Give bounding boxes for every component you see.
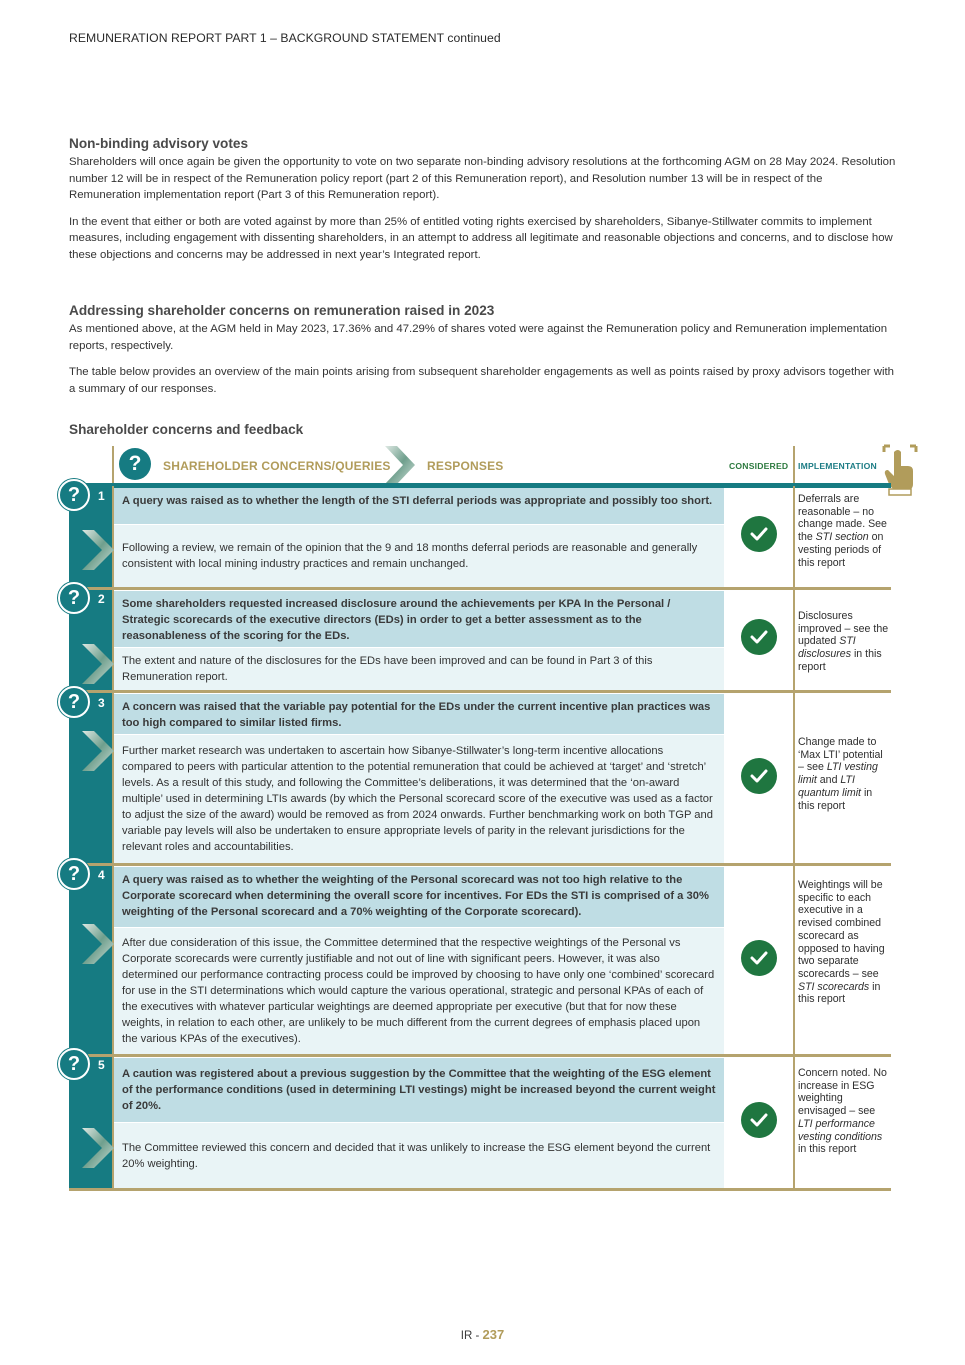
check-icon bbox=[741, 758, 777, 794]
header-concerns: SHAREHOLDER CONCERNS/QUERIES bbox=[163, 459, 391, 473]
question-icon: ? bbox=[58, 858, 90, 890]
chevron-right-icon bbox=[80, 731, 116, 771]
divider bbox=[793, 1057, 795, 1189]
response-text: Following a review, we remain of the opinion that the 9 and 18 months deferral periods are reasonable and generally consistent with local mining industry practices and remain unchanged. bbox=[122, 542, 698, 570]
chevron-right-icon bbox=[383, 446, 417, 484]
chevron-right-icon bbox=[80, 644, 116, 684]
response-cell bbox=[114, 648, 724, 690]
row-divider bbox=[69, 863, 891, 866]
section-heading: Addressing shareholder concerns on remuneration raised in 2023 bbox=[69, 303, 495, 318]
header-responses: RESPONSES bbox=[427, 459, 504, 473]
implementation-text: Change made to ‘Max LTI’ potential – see LTI vesting limit and LTI quantum limit in this report bbox=[798, 736, 883, 812]
divider bbox=[793, 486, 795, 588]
paragraph: Shareholders will once again be given the opportunity to vote on two separate non-binding advisory resolutions at the forthcoming AGM on 28 May 2024. Resolution number 12 will be in respect of the Remuneration policy report (part 2 of this Remuneration report), and Resolution number 13 will be in respect of the Remuneration implementation report (Part 3 of this Remuneration report). bbox=[69, 156, 896, 202]
response-cell bbox=[114, 735, 724, 863]
page-footer bbox=[0, 1327, 965, 1342]
concern-cell: Some shareholders requested increased disclosure around the achievements per KPA In the Personal / Strategic scorecards of the executive directors (EDs) in order to get a better assessment as to the reasonableness of the scoring for the EDs. bbox=[114, 591, 724, 647]
section-shareholder-concerns bbox=[69, 303, 897, 397]
concern-cell: A concern was raised that the variable pay potential for the EDs under the current incentive plan practices was too high compared to similar listed firms. bbox=[114, 694, 724, 734]
check-icon bbox=[741, 619, 777, 655]
chevron-right-icon bbox=[80, 1128, 116, 1168]
concern-cell: A query was raised as to whether the weighting of the Personal scorecard was not too high relative to the Corporate scorecard when determining the overall score for incentives. For EDs the STI is comprised of a 30% weighting of the Personal scorecard and a 70% weighting of the Corporate scorecard). bbox=[114, 867, 724, 927]
implementation-text: Deferrals are reasonable – no change made. See the STI section on vesting periods of this report bbox=[798, 493, 887, 569]
row-number: 4 bbox=[98, 868, 105, 882]
divider bbox=[793, 590, 795, 691]
chevron-right-icon bbox=[80, 530, 116, 570]
question-icon: ? bbox=[58, 1048, 90, 1080]
section-heading: Non-binding advisory votes bbox=[69, 136, 249, 151]
response-text: The extent and nature of the disclosures for the EDs have been improved and can be found in Part 3 of this Remuneration report. bbox=[122, 655, 653, 683]
row-number: 2 bbox=[98, 592, 105, 606]
implementation-text: Disclosures improved – see the updated STI disclosures in this report bbox=[798, 610, 889, 673]
paragraph: As mentioned above, at the AGM held in May 2023, 17.36% and 47.29% of shares voted were against the Remuneration policy and Remuneration implementation reports, respectively. bbox=[69, 323, 888, 352]
divider bbox=[793, 693, 795, 864]
footer-prefix: IR - bbox=[460, 1330, 483, 1342]
implementation-text: Concern noted. No increase in ESG weighting envisaged – see LTI performance vesting conditions in this report bbox=[798, 1067, 887, 1156]
response-text: After due consideration of this issue, the Committee determined that the respective weightings of the Personal vs Corporate scorecards were currently justifiable and not out of line with significant peers. However, it was also determined our performance contracting process could be improved by choosing to have only one ‘combined’ scorecard for use in the STI determinations which would capture the various operational, strategic and personal KPAs of each of the executives with whatever particular weightings are deemed appropriate per executive (but that for now these weights, in relation to each other, are unlikely to be much different from the current degrees of emphasis placed upon the various KPAs of the executives). bbox=[122, 937, 715, 1045]
row-number: 3 bbox=[98, 696, 105, 710]
check-icon bbox=[741, 516, 777, 552]
row-divider bbox=[69, 1188, 891, 1191]
divider bbox=[793, 446, 795, 484]
response-cell bbox=[114, 1123, 724, 1188]
chevron-right-icon bbox=[80, 924, 116, 964]
divider bbox=[793, 866, 795, 1055]
response-cell bbox=[114, 928, 724, 1054]
question-icon: ? bbox=[119, 448, 151, 480]
paragraph: In the event that either or both are voted against by more than 25% of entitled voting rights exercised by shareholders, Sibanye-Stillwater commits to implement measures, including engagement with dissenting shareholders, in an attempt to address all legitimate and reasonable objections and concerns, and to disclose how these objections and concerns may be addressed in next year’s Integrated report. bbox=[69, 215, 893, 261]
divider bbox=[112, 446, 114, 484]
paragraph: The table below provides an overview of the main points arising from subsequent shareholder engagements as well as points raised by proxy advisors together with a summary of our responses. bbox=[69, 366, 895, 395]
row-divider bbox=[69, 690, 891, 693]
row-divider bbox=[69, 587, 891, 590]
response-text: The Committee reviewed this concern and decided that it was unlikely to increase the ESG element beyond the current 20% weighting. bbox=[122, 1141, 711, 1170]
section-advisory-votes bbox=[69, 136, 897, 264]
page-number: 237 bbox=[482, 1327, 505, 1342]
response-text: Further market research was undertaken to ascertain how Sibanye-Stillwater’s long-term incentive allocations compared to peers with particular attention to the potential remuneration that could be achieved at ‘target’ and ‘stretch’ levels. As a result of this study, and following the Committee’s deliberations, it was determined that the ‘on-award multiple’ used in determining LTIs awards (by which the Personal scorecard score of the executive was used as a factor to adjust the size of the award) would be removed as from 2024 onwards. Further benchmarking work on both TGP and variable pay levels will also be undertaken to ensure appropriate levels of parity in the relevant jurisdictions for the relevant roles and accountabilities. bbox=[122, 745, 713, 853]
header-considered: CONSIDERED bbox=[729, 461, 789, 471]
question-icon: ? bbox=[58, 686, 90, 718]
response-cell bbox=[114, 525, 724, 587]
concern-cell: A query was raised as to whether the length of the STI deferral periods was appropriate and possibly too short. bbox=[114, 488, 724, 524]
implementation-text: Weightings will be specific to each executive in a revised combined scorecard as opposed to having two separate scorecards – see STI scorecards in this report bbox=[798, 879, 885, 1006]
row-divider bbox=[69, 1054, 891, 1057]
running-head: REMUNERATION REPORT PART 1 – BACKGROUND STATEMENT continued bbox=[69, 31, 501, 45]
concern-cell: A caution was registered about a previous suggestion by the Committee that the weighting of the ESG element of the performance conditions (used in determining LTI vestings) might be increased beyond the current weight of 20%. bbox=[114, 1058, 724, 1122]
pointing-hand-icon bbox=[880, 444, 920, 496]
question-icon: ? bbox=[58, 479, 90, 511]
row-number: 5 bbox=[98, 1058, 105, 1072]
header-implementation: IMPLEMENTATION bbox=[798, 461, 877, 471]
question-icon: ? bbox=[58, 582, 90, 614]
check-icon bbox=[741, 1102, 777, 1138]
row-number: 1 bbox=[98, 489, 105, 503]
check-icon bbox=[741, 940, 777, 976]
table-title: Shareholder concerns and feedback bbox=[69, 422, 304, 437]
